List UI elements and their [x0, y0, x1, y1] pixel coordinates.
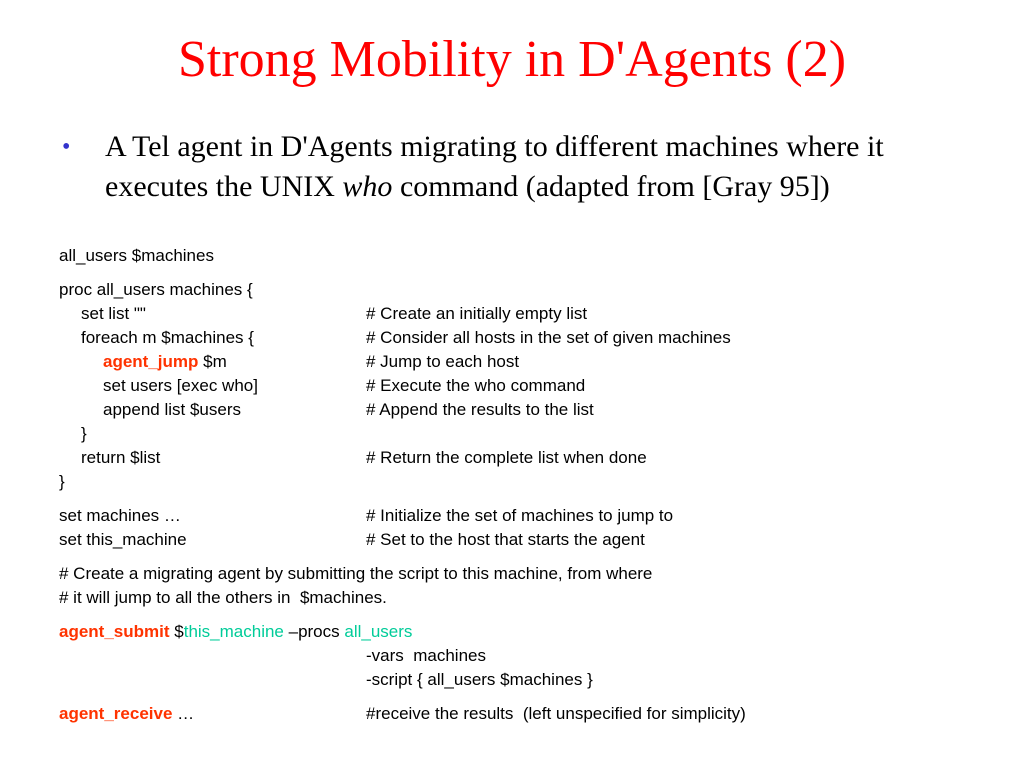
agent-submit-keyword: agent_submit — [59, 622, 170, 641]
code-line — [59, 470, 989, 494]
bullet-text-prefix: A Tel agent in D'Agents migrating to different machines where it executes the UNIX — [105, 130, 884, 203]
code-text: append list $users — [103, 400, 241, 419]
code-text: all_users $machines — [59, 246, 214, 265]
code-comment: # Return the complete list when done — [366, 448, 647, 467]
code-line — [59, 350, 989, 374]
all-users-proc: all_users — [344, 622, 413, 641]
agent-jump-keyword: agent_jump — [103, 352, 199, 371]
code-text: set machines … — [59, 506, 181, 525]
code-text: } — [59, 472, 65, 491]
code-comment: # it will jump to all the others in $machines. — [59, 588, 387, 607]
code-line — [59, 702, 989, 726]
code-line — [59, 398, 989, 422]
code-text: -vars machines — [366, 646, 486, 665]
code-comment: # Initialize the set of machines to jump to — [366, 506, 674, 525]
code-text: proc all_users machines { — [59, 280, 253, 299]
code-line — [59, 504, 989, 528]
code-line — [59, 278, 989, 302]
code-line — [59, 374, 989, 398]
code-listing — [59, 244, 989, 726]
code-line — [59, 620, 989, 644]
this-machine-var: this_machine — [183, 622, 284, 641]
code-comment: # Create an initially empty list — [366, 304, 588, 323]
code-text: set users [exec who] — [103, 376, 258, 395]
bullet-text-emphasis: who — [342, 170, 393, 203]
code-text: -script { all_users $machines } — [366, 670, 593, 689]
bullet-dot-icon: • — [62, 134, 71, 160]
code-text: … — [172, 704, 195, 723]
code-line — [59, 668, 989, 692]
code-comment: #receive the results (left unspecified for simplicity) — [366, 704, 746, 723]
code-text: set this_machine — [59, 530, 187, 549]
bullet-text — [105, 127, 982, 207]
code-comment: # Append the results to the list — [366, 400, 594, 419]
slide-title: Strong Mobility in D'Agents (2) — [177, 31, 847, 88]
code-text: $m — [198, 352, 227, 371]
code-text: } — [81, 424, 87, 443]
code-text: return $list — [81, 448, 161, 467]
bullet-item — [62, 127, 982, 207]
code-line — [59, 528, 989, 552]
code-line — [59, 302, 989, 326]
bullet-text-suffix: command (adapted from [Gray 95]) — [392, 170, 830, 203]
code-text: –procs — [283, 622, 345, 641]
agent-receive-keyword: agent_receive — [59, 704, 173, 723]
code-comment: # Consider all hosts in the set of given machines — [366, 328, 731, 347]
code-comment: # Set to the host that starts the agent — [366, 530, 645, 549]
code-line — [59, 244, 989, 268]
code-text: foreach m $machines { — [81, 328, 254, 347]
code-line — [59, 446, 989, 470]
code-line — [59, 326, 989, 350]
code-comment: # Jump to each host — [366, 352, 520, 371]
code-comment: # Execute the who command — [366, 376, 586, 395]
code-line — [59, 586, 989, 610]
code-line — [59, 644, 989, 668]
code-text: $ — [169, 622, 184, 641]
code-line — [59, 422, 989, 446]
code-line — [59, 562, 989, 586]
code-text: set list "" — [81, 304, 146, 323]
code-comment: # Create a migrating agent by submitting the script to this machine, from where — [59, 564, 653, 583]
